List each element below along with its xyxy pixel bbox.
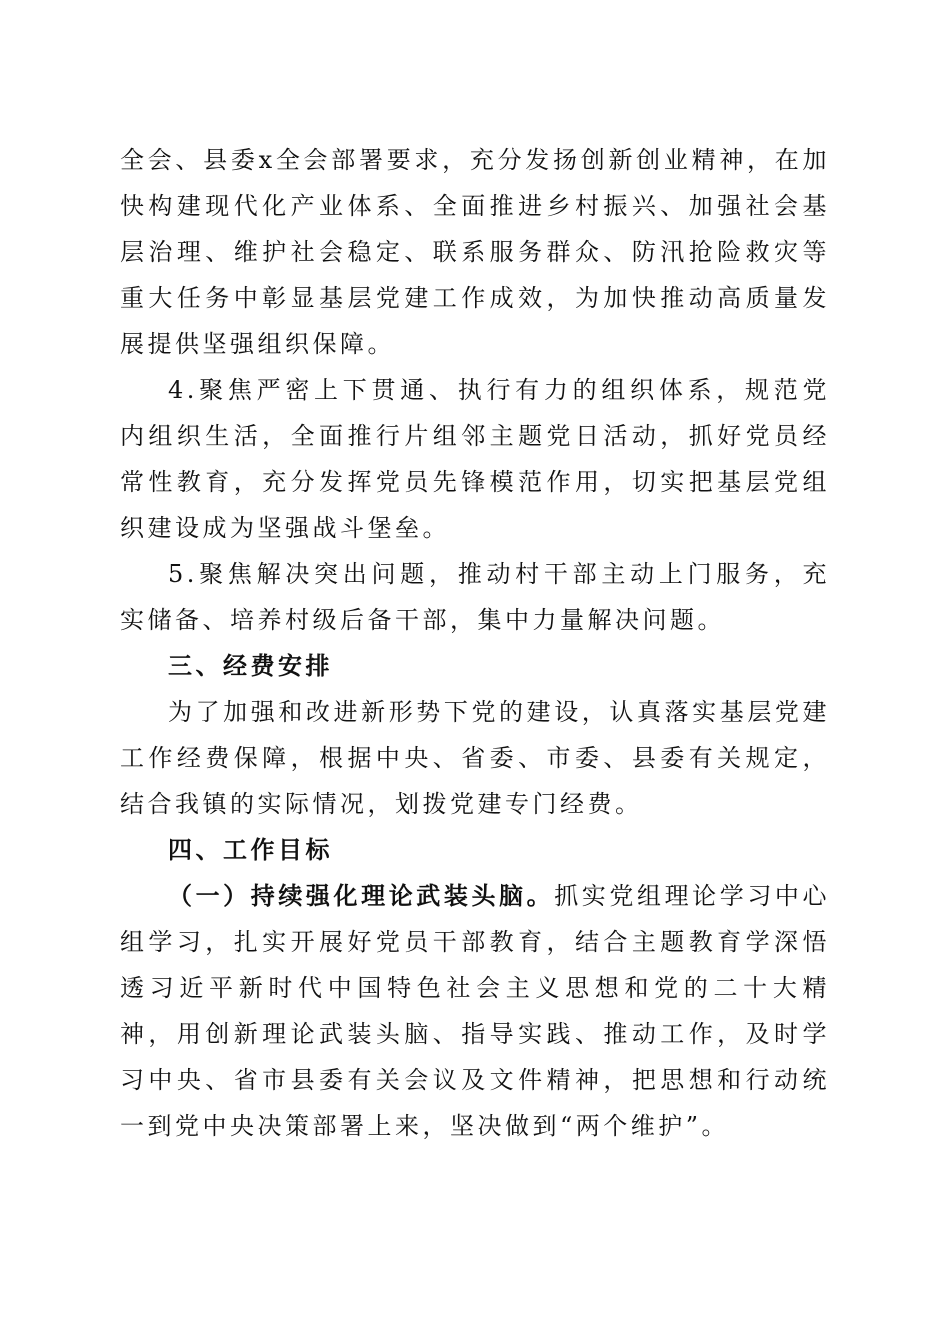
section-heading-funding: 三、经费安排	[168, 652, 333, 680]
paragraph-funding: 为了加强和改进新形势下党的建设，认真落实基层党建工作经费保障，根据中央、省委、市委、县委有关规定，结合我镇的实际情况，划拨党建专门经费。	[120, 698, 830, 818]
paragraph-goal-1	[120, 873, 830, 1149]
paragraph-continuation: 全会、县委x全会部署要求，充分发扬创新创业精神，在加快构建现代化产业体系、全面推进乡村振兴、加强社会基层治理、维护社会稳定、联系服务群众、防汛抢险救灾等重大任务中彰显基层党建工作成效，为加快推动高质量发展提供坚强组织保障。	[120, 146, 830, 358]
paragraph-item-4: 4.聚焦严密上下贯通、执行有力的组织体系，规范党内组织生活，全面推行片组邻主题党日活动，抓好党员经常性教育，充分发挥党员先锋模范作用，切实把基层党组织建设成为坚强战斗堡垒。	[120, 376, 830, 542]
goal-1-body: 抓实党组理论学习中心组学习，扎实开展好党员干部教育，结合主题教育学深悟透习近平新时代中国特色社会主义思想和党的二十大精神，用创新理论武装头脑、指导实践、推动工作，及时学习中央、省市县委有关会议及文件精神，把思想和行动统一到党中央决策部署上来，坚决做到“两个维护”。	[120, 882, 831, 1140]
goal-1-lead: （一）持续强化理论武装头脑。	[168, 882, 555, 910]
section-heading-goals: 四、工作目标	[168, 836, 333, 864]
paragraph-item-5: 5.聚焦解决突出问题，推动村干部主动上门服务，充实储备、培养村级后备干部，集中力量解决问题。	[120, 560, 830, 634]
